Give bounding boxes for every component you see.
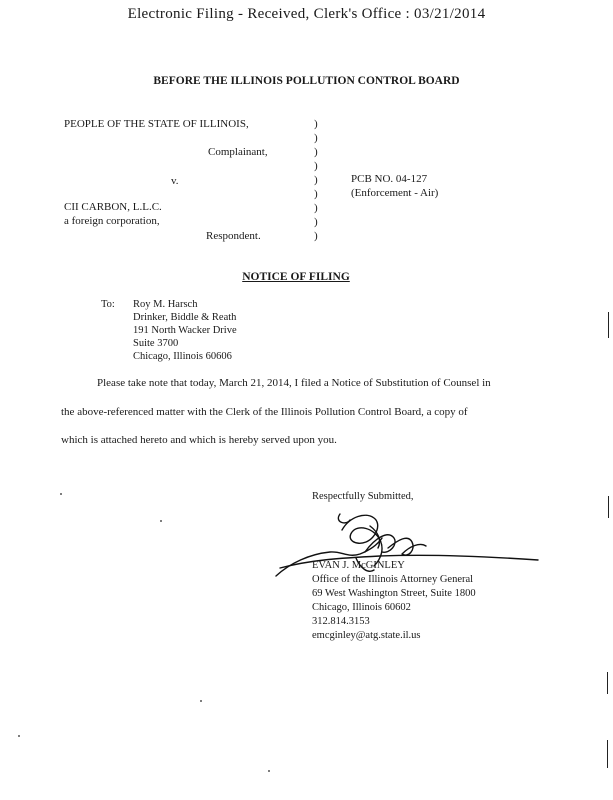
closing-phrase: Respectfully Submitted, — [312, 491, 414, 502]
versus-label: v. — [171, 175, 179, 187]
scan-speck — [60, 493, 62, 495]
case-number: PCB NO. 04-127 — [351, 173, 428, 185]
signer-address: 69 West Washington Street, Suite 1800 — [312, 588, 476, 599]
document-page: Electronic Filing - Received, Clerk's Office : 03/21/2014 BEFORE THE ILLINOIS POLLUTION CONTROL BOARD PEOPLE OF THE STATE OF ILLINOIS, Complainant, v. CII CARBON, L.L.C. a foreign corporation, Respondent. ) ) ) ) ) ) ) ) ) PCB NO. 04-127 (Enforcement - Air) NOTICE OF FILING To: Roy M. Harsch Drinker, Biddle & Reath 191 North Wacker Drive Suite 3700 Chicago, Illinois 60606 Please take note that today, March 21, 2014, I filed a Notice of Substitution of Counsel in the above-referenced matter with the Clerk of the Illinois Pollution Control Board, a copy of which is attached hereto and which is hereby served upon you. Respectfully Submitted, EVAN J. McGINLEY Office of the Illinois Attorney General 69 West Washington Street, Suite 1800 Chicago, Illinois 60602 312.814.3153 emcginley@atg.state.il.us — [0, 0, 613, 800]
body-line: Please take note that today, March 21, 2014, I filed a Notice of Substitution of Counsel in — [97, 377, 491, 389]
addressee-line: 191 North Wacker Drive — [133, 325, 237, 336]
addressee-line: Roy M. Harsch — [133, 299, 198, 310]
respondent-name: CII CARBON, L.L.C. — [64, 201, 162, 213]
notice-of-filing-title: NOTICE OF FILING — [242, 271, 350, 283]
addressee-line: Chicago, Illinois 60606 — [133, 351, 232, 362]
board-title: BEFORE THE ILLINOIS POLLUTION CONTROL BOARD — [153, 75, 460, 87]
scan-speck — [160, 520, 162, 522]
to-label: To: — [101, 299, 115, 310]
addressee-line: Suite 3700 — [133, 338, 179, 349]
signer-city: Chicago, Illinois 60602 — [312, 602, 411, 613]
respondent-description: a foreign corporation, — [64, 215, 160, 227]
signer-email: emcginley@atg.state.il.us — [312, 630, 421, 641]
signer-office: Office of the Illinois Attorney General — [312, 574, 474, 585]
signer-name: EVAN J. McGINLEY — [312, 560, 405, 571]
scan-margin-mark — [607, 740, 608, 768]
body-line: the above-referenced matter with the Clerk of the Illinois Pollution Control Board, a copy of — [61, 406, 468, 418]
plaintiff-role: Complainant, — [208, 146, 268, 158]
scan-speck — [18, 735, 20, 737]
respondent-role: Respondent. — [206, 230, 261, 242]
signature-block — [312, 559, 476, 643]
scan-margin-mark — [608, 312, 609, 338]
plaintiff-name: PEOPLE OF THE STATE OF ILLINOIS, — [64, 118, 249, 130]
scan-speck — [268, 770, 270, 772]
signer-phone: 312.814.3153 — [312, 616, 370, 627]
scan-speck — [200, 700, 202, 702]
addressee-line: Drinker, Biddle & Reath — [133, 312, 237, 323]
scan-margin-mark — [607, 672, 608, 694]
scan-margin-mark — [608, 496, 609, 518]
case-type: (Enforcement - Air) — [351, 187, 439, 199]
filing-stamp-header: Electronic Filing - Received, Clerk's Office : 03/21/2014 — [127, 6, 486, 22]
body-line: which is attached hereto and which is hereby served upon you. — [61, 434, 337, 446]
addressee-block — [133, 298, 237, 363]
